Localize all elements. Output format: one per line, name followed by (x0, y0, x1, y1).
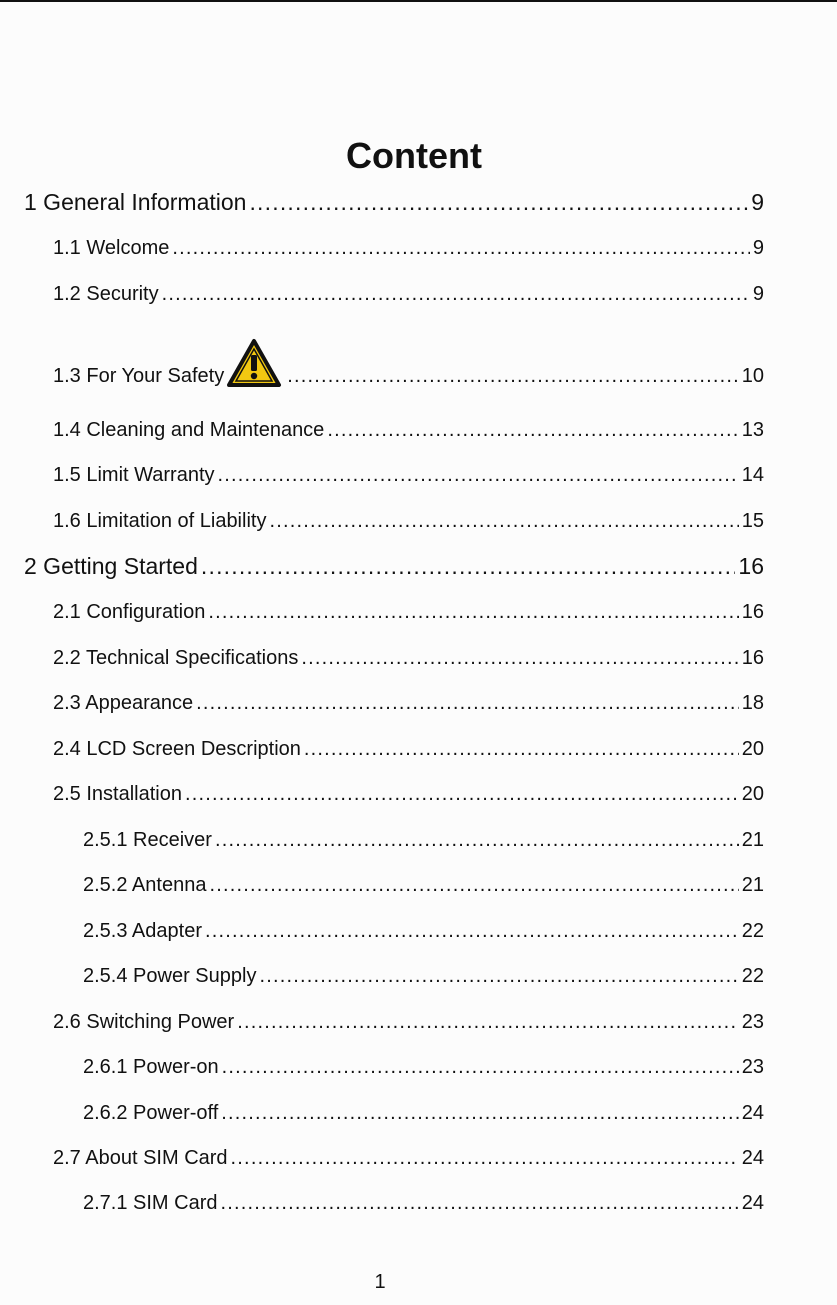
toc-entry-label: 2 Getting Started (24, 553, 198, 579)
toc-entry-page: 23 (741, 1011, 764, 1033)
toc-entry[interactable] (83, 1097, 764, 1125)
toc-entry-label: 1.4 Cleaning and Maintenance (53, 419, 325, 441)
toc-entry-label: 1.2 Security (53, 283, 159, 305)
dot-leader (208, 602, 738, 624)
toc-entry[interactable] (53, 1006, 764, 1034)
toc-entry[interactable] (24, 550, 764, 580)
toc-entry-page: 20 (741, 738, 764, 760)
toc-entry-page: 24 (741, 1102, 764, 1124)
toc-entry-page: 16 (741, 601, 764, 623)
toc-entry-label: 1.5 Limit Warranty (53, 464, 215, 486)
dot-leader (327, 420, 738, 442)
dot-leader (231, 1148, 739, 1170)
toc-entry-page: 14 (741, 464, 764, 486)
toc-entry[interactable] (53, 687, 764, 715)
dot-leader (287, 366, 739, 388)
toc-entry[interactable] (83, 824, 764, 852)
toc-entry[interactable] (83, 1051, 764, 1079)
toc-entry-page: 16 (738, 553, 764, 579)
toc-entry[interactable] (53, 1142, 764, 1170)
toc-entry-label: 2.6.1 Power-on (83, 1056, 219, 1078)
toc-entry[interactable] (83, 1187, 764, 1215)
dot-leader (201, 555, 736, 580)
dot-leader (269, 511, 738, 533)
page-title: Content (346, 135, 482, 176)
dot-leader (218, 465, 739, 487)
toc-entry-label: 2.5 Installation (53, 783, 182, 805)
toc-entry-page: 18 (741, 692, 764, 714)
toc-entry-page: 24 (741, 1192, 764, 1214)
dot-leader (209, 875, 738, 897)
toc-entry[interactable] (53, 733, 764, 761)
dot-leader (221, 1103, 738, 1125)
dot-leader (259, 966, 738, 988)
toc-entry-page: 16 (741, 647, 764, 669)
toc-entry-label: 2.6.2 Power-off (83, 1102, 219, 1124)
dot-leader (222, 1057, 739, 1079)
page-number: 1 (374, 1271, 386, 1293)
toc-entry-page: 21 (741, 874, 764, 896)
toc-entry-label: 2.5.3 Adapter (83, 920, 202, 942)
warning-triangle-icon (226, 338, 282, 388)
toc-entry-page: 9 (752, 237, 764, 259)
dot-leader (237, 1012, 739, 1034)
dot-leader (196, 693, 739, 715)
toc-entry[interactable] (53, 505, 764, 533)
toc-entry-page: 9 (751, 189, 764, 215)
toc-entry[interactable] (83, 869, 764, 897)
toc-entry[interactable] (53, 459, 764, 487)
dot-leader (215, 830, 739, 852)
toc-entry[interactable] (53, 778, 764, 806)
toc-entry-page: 20 (741, 783, 764, 805)
toc-entry-label: 2.7.1 SIM Card (83, 1192, 218, 1214)
toc-entry[interactable] (24, 186, 764, 216)
toc-entry-label: 1.1 Welcome (53, 237, 170, 259)
toc-entry[interactable] (83, 915, 764, 943)
toc-entry-label: 2.1 Configuration (53, 601, 206, 623)
toc-entry-page: 22 (741, 965, 764, 987)
toc-entry-page: 22 (741, 920, 764, 942)
toc-entry-page: 10 (741, 365, 764, 387)
toc-entry[interactable] (53, 332, 764, 388)
dot-leader (185, 784, 739, 806)
toc-entry-label: 2.2 Technical Specifications (53, 647, 299, 669)
dot-leader (304, 739, 739, 761)
toc-entry-label: 1 General Information (24, 189, 247, 215)
toc-entry[interactable] (53, 596, 764, 624)
toc-entry-label: 1.6 Limitation of Liability (53, 510, 267, 532)
dot-leader (249, 191, 748, 216)
toc-entry-label: 1.3 For Your Safety (53, 365, 225, 387)
toc-entry-label: 2.5.2 Antenna (83, 874, 207, 896)
toc-entry[interactable] (53, 414, 764, 442)
dot-leader (205, 921, 739, 943)
toc-entry[interactable] (83, 960, 764, 988)
toc-entry-label: 2.4 LCD Screen Description (53, 738, 301, 760)
toc-entry-page: 13 (741, 419, 764, 441)
dot-leader (162, 284, 750, 306)
top-border-rule (0, 0, 837, 2)
toc-entry-label: 2.7 About SIM Card (53, 1147, 228, 1169)
toc-entry-page: 23 (741, 1056, 764, 1078)
toc-entry-label: 2.5.1 Receiver (83, 829, 212, 851)
toc-entry[interactable] (53, 278, 764, 306)
toc-entry-page: 24 (741, 1147, 764, 1169)
toc-entry-label: 2.3 Appearance (53, 692, 194, 714)
toc-entry-label: 2.5.4 Power Supply (83, 965, 257, 987)
dot-leader (221, 1193, 739, 1215)
toc-entry-page: 9 (752, 283, 764, 305)
toc-entry-label: 2.6 Switching Power (53, 1011, 235, 1033)
toc-entry-page: 21 (741, 829, 764, 851)
toc-entry[interactable] (53, 642, 764, 670)
dot-leader (301, 648, 738, 670)
toc-entry-page: 15 (741, 510, 764, 532)
toc-entry[interactable] (53, 232, 764, 260)
dot-leader (172, 238, 750, 260)
